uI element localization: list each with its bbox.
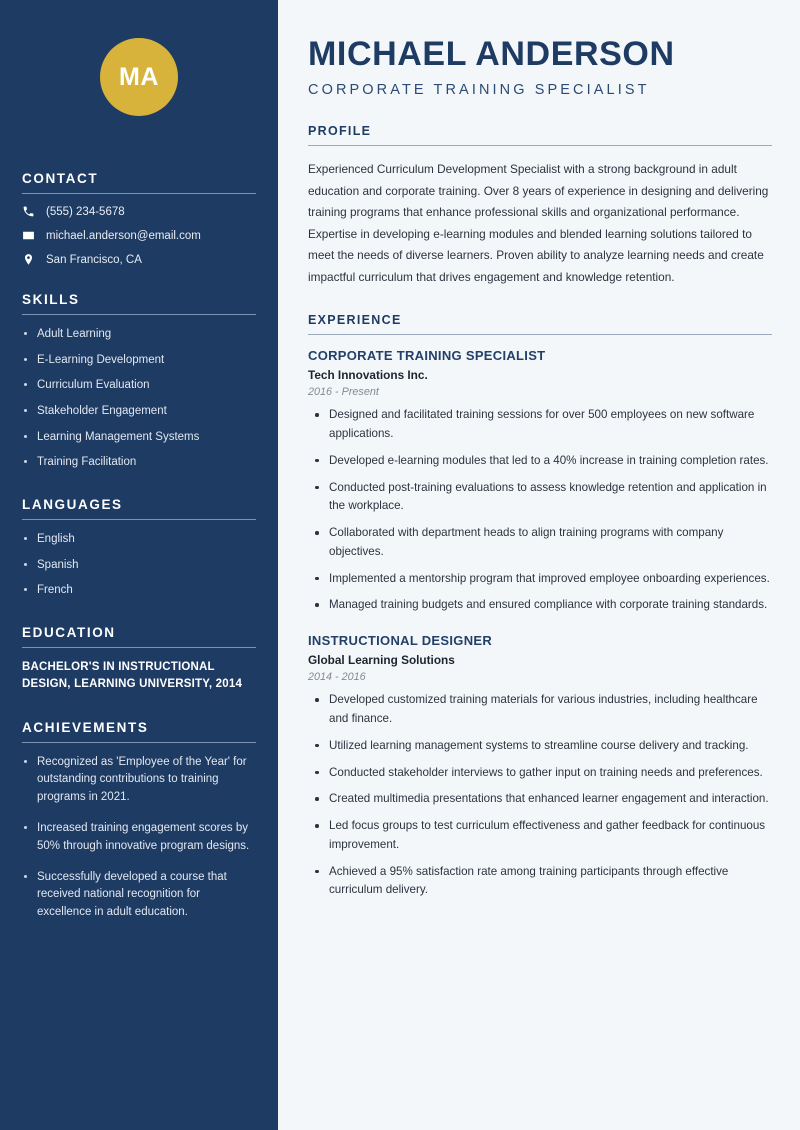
experience-bullets — [308, 406, 772, 615]
contact-item-location[interactable] — [22, 253, 256, 266]
divider — [22, 193, 256, 194]
experience-bullets — [308, 691, 772, 900]
main-content — [278, 0, 800, 1130]
achievements-heading: ACHIEVEMENTS — [22, 719, 149, 735]
achievements-section — [22, 720, 256, 923]
divider — [22, 519, 256, 520]
experience-heading: EXPERIENCE — [308, 313, 402, 328]
contact-item-email[interactable] — [22, 229, 256, 242]
list-item: Training Facilitation — [22, 454, 256, 471]
contact-phone-value: (555) 234-5678 — [46, 205, 125, 218]
profile-heading: PROFILE — [308, 124, 372, 139]
experience-entry — [308, 633, 772, 900]
list-item: Curriculum Evaluation — [22, 377, 256, 394]
divider — [22, 314, 256, 315]
contact-location-value: San Francisco, CA — [46, 253, 142, 266]
list-item: English — [22, 531, 256, 548]
divider — [22, 742, 256, 743]
list-item: Adult Learning — [22, 326, 256, 343]
skills-section — [22, 292, 256, 471]
list-item: Conducted stakeholder interviews to gather input on training needs and preferences. — [308, 764, 772, 783]
contact-section — [22, 171, 256, 266]
divider — [308, 145, 772, 146]
list-item: Developed customized training materials for various industries, including healthcare and finance. — [308, 691, 772, 729]
list-item: Successfully developed a course that received national recognition for excellence in adult education. — [22, 869, 256, 922]
experience-entry — [308, 348, 772, 615]
experience-company: Tech Innovations Inc. — [308, 368, 428, 383]
divider — [308, 334, 772, 335]
languages-section — [22, 497, 256, 599]
list-item: Recognized as 'Employee of the Year' for outstanding contributions to training programs in 2021. — [22, 754, 256, 807]
experience-dates: 2014 - 2016 — [308, 671, 366, 684]
experience-dates: 2016 - Present — [308, 386, 379, 399]
list-item: Designed and facilitated training sessions for over 500 employees on new software applications. — [308, 406, 772, 444]
education-degree: BACHELOR'S IN INSTRUCTIONAL DESIGN, LEARNING UNIVERSITY, 2014 — [22, 661, 243, 691]
phone-icon — [22, 205, 35, 218]
list-item: Stakeholder Engagement — [22, 403, 256, 420]
page-title: MICHAEL ANDERSON — [308, 35, 675, 73]
list-item: E-Learning Development — [22, 352, 256, 369]
list-item: Utilized learning management systems to streamline course delivery and tracking. — [308, 737, 772, 756]
list-item: Learning Management Systems — [22, 429, 256, 446]
list-item: Spanish — [22, 557, 256, 574]
languages-heading: LANGUAGES — [22, 497, 123, 513]
envelope-icon — [22, 229, 35, 242]
skills-heading: SKILLS — [22, 292, 80, 307]
experience-company: Global Learning Solutions — [308, 653, 455, 668]
languages-list — [22, 531, 256, 599]
list-item: Created multimedia presentations that enhanced learner engagement and interaction. — [308, 790, 772, 809]
avatar-container — [22, 0, 256, 116]
list-item: Managed training budgets and ensured compliance with corporate training standards. — [308, 596, 772, 615]
list-item: Collaborated with department heads to align training programs with company objectives. — [308, 524, 772, 562]
education-section — [22, 625, 256, 694]
list-item: Implemented a mentorship program that improved employee onboarding experiences. — [308, 570, 772, 589]
map-pin-icon — [22, 253, 35, 266]
avatar: MA — [100, 38, 178, 116]
experience-role: INSTRUCTIONAL DESIGNER — [308, 633, 493, 649]
education-heading: EDUCATION — [22, 625, 116, 641]
professional-title: CORPORATE TRAINING SPECIALIST — [308, 82, 650, 99]
sidebar — [0, 0, 278, 1130]
skills-list — [22, 326, 256, 471]
contact-item-phone[interactable] — [22, 205, 256, 218]
contact-heading: CONTACT — [22, 171, 99, 186]
divider — [22, 647, 256, 648]
profile-text: Experienced Curriculum Development Specialist with a strong background in adult education and corporate training. Over 8 years of experience in designing and delivering training programs that enhance professional skills and organizational performance. Expertise in developing e-learning modules and blended learning solutions tailored to meet the needs of diverse learners. Proven ability to analyze learning needs and create impactful curriculum that drives engagement and knowledge retention. — [308, 162, 769, 284]
contact-email-value: michael.anderson@email.com — [46, 229, 201, 242]
achievements-list — [22, 754, 256, 923]
list-item: Led focus groups to test curriculum effectiveness and gather feedback for continuous improvement. — [308, 817, 772, 855]
profile-section — [308, 124, 772, 288]
list-item: Increased training engagement scores by 50% through innovative program designs. — [22, 820, 256, 856]
experience-section — [308, 313, 772, 900]
list-item: Conducted post-training evaluations to assess knowledge retention and application in the workplace. — [308, 479, 772, 517]
list-item: Developed e-learning modules that led to a 40% increase in training completion rates. — [308, 452, 772, 471]
experience-role: CORPORATE TRAINING SPECIALIST — [308, 348, 546, 364]
list-item: French — [22, 582, 256, 599]
list-item: Achieved a 95% satisfaction rate among training participants through effective curriculum delivery. — [308, 863, 772, 901]
